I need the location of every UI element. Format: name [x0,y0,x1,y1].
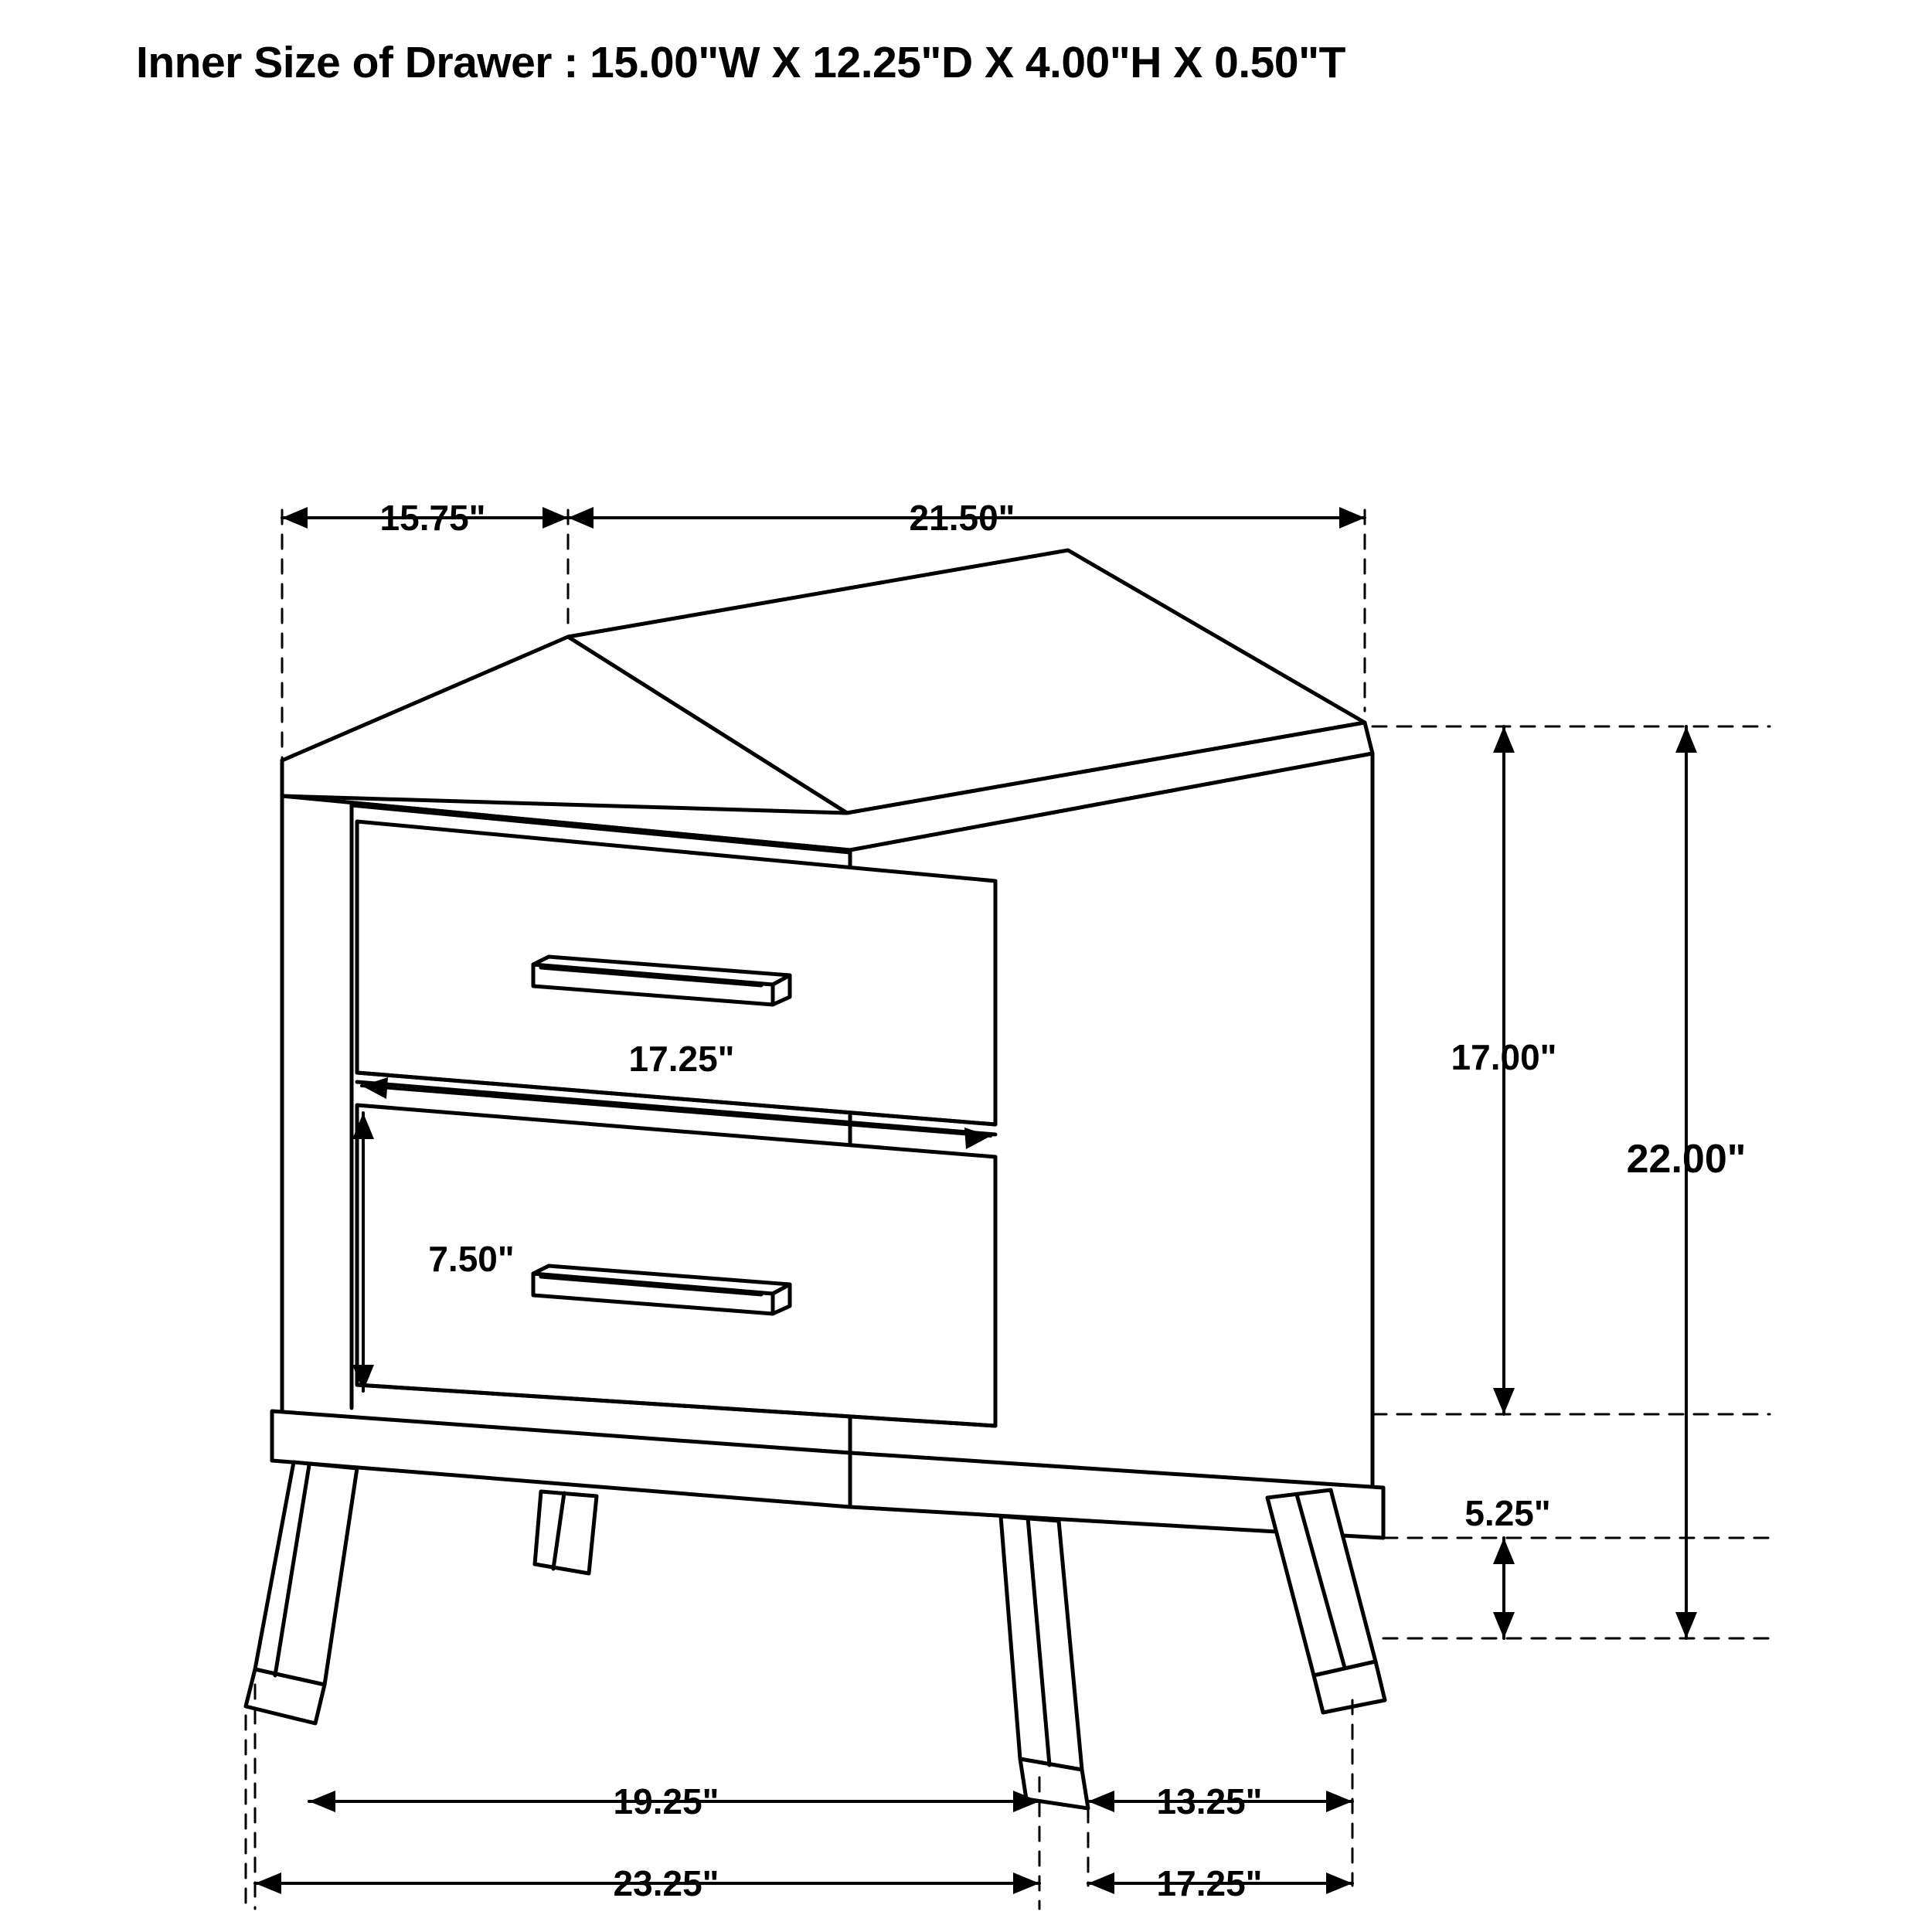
page-title: Inner Size of Drawer : 15.00"W X 12.25"D X 4.00"H X 0.50"T [136,38,1345,87]
dimension-label-leg-height: 5.25" [1464,1493,1551,1533]
dimension-label-front-leg-span: 19.25" [613,1781,719,1821]
leg-rear-left [535,1492,597,1573]
leg-front-left [246,1462,357,1723]
leg-front-right [1001,1516,1088,1808]
dimension-label-overall-width: 23.25" [613,1863,719,1903]
dimension-label-overall-depth: 17.25" [1156,1863,1263,1903]
dimension-label-side-leg-span: 13.25" [1156,1781,1263,1821]
dimension-label-drawer-width: 17.25" [628,1039,735,1079]
dimension-label-drawer-height: 7.50" [428,1239,515,1279]
dimension-label-top-width: 21.50" [909,498,1015,538]
dimension-label-top-depth: 15.75" [379,498,486,538]
dimension-label-total-height: 22.00" [1626,1137,1747,1182]
dimension-label-case-height: 17.00" [1451,1037,1557,1077]
